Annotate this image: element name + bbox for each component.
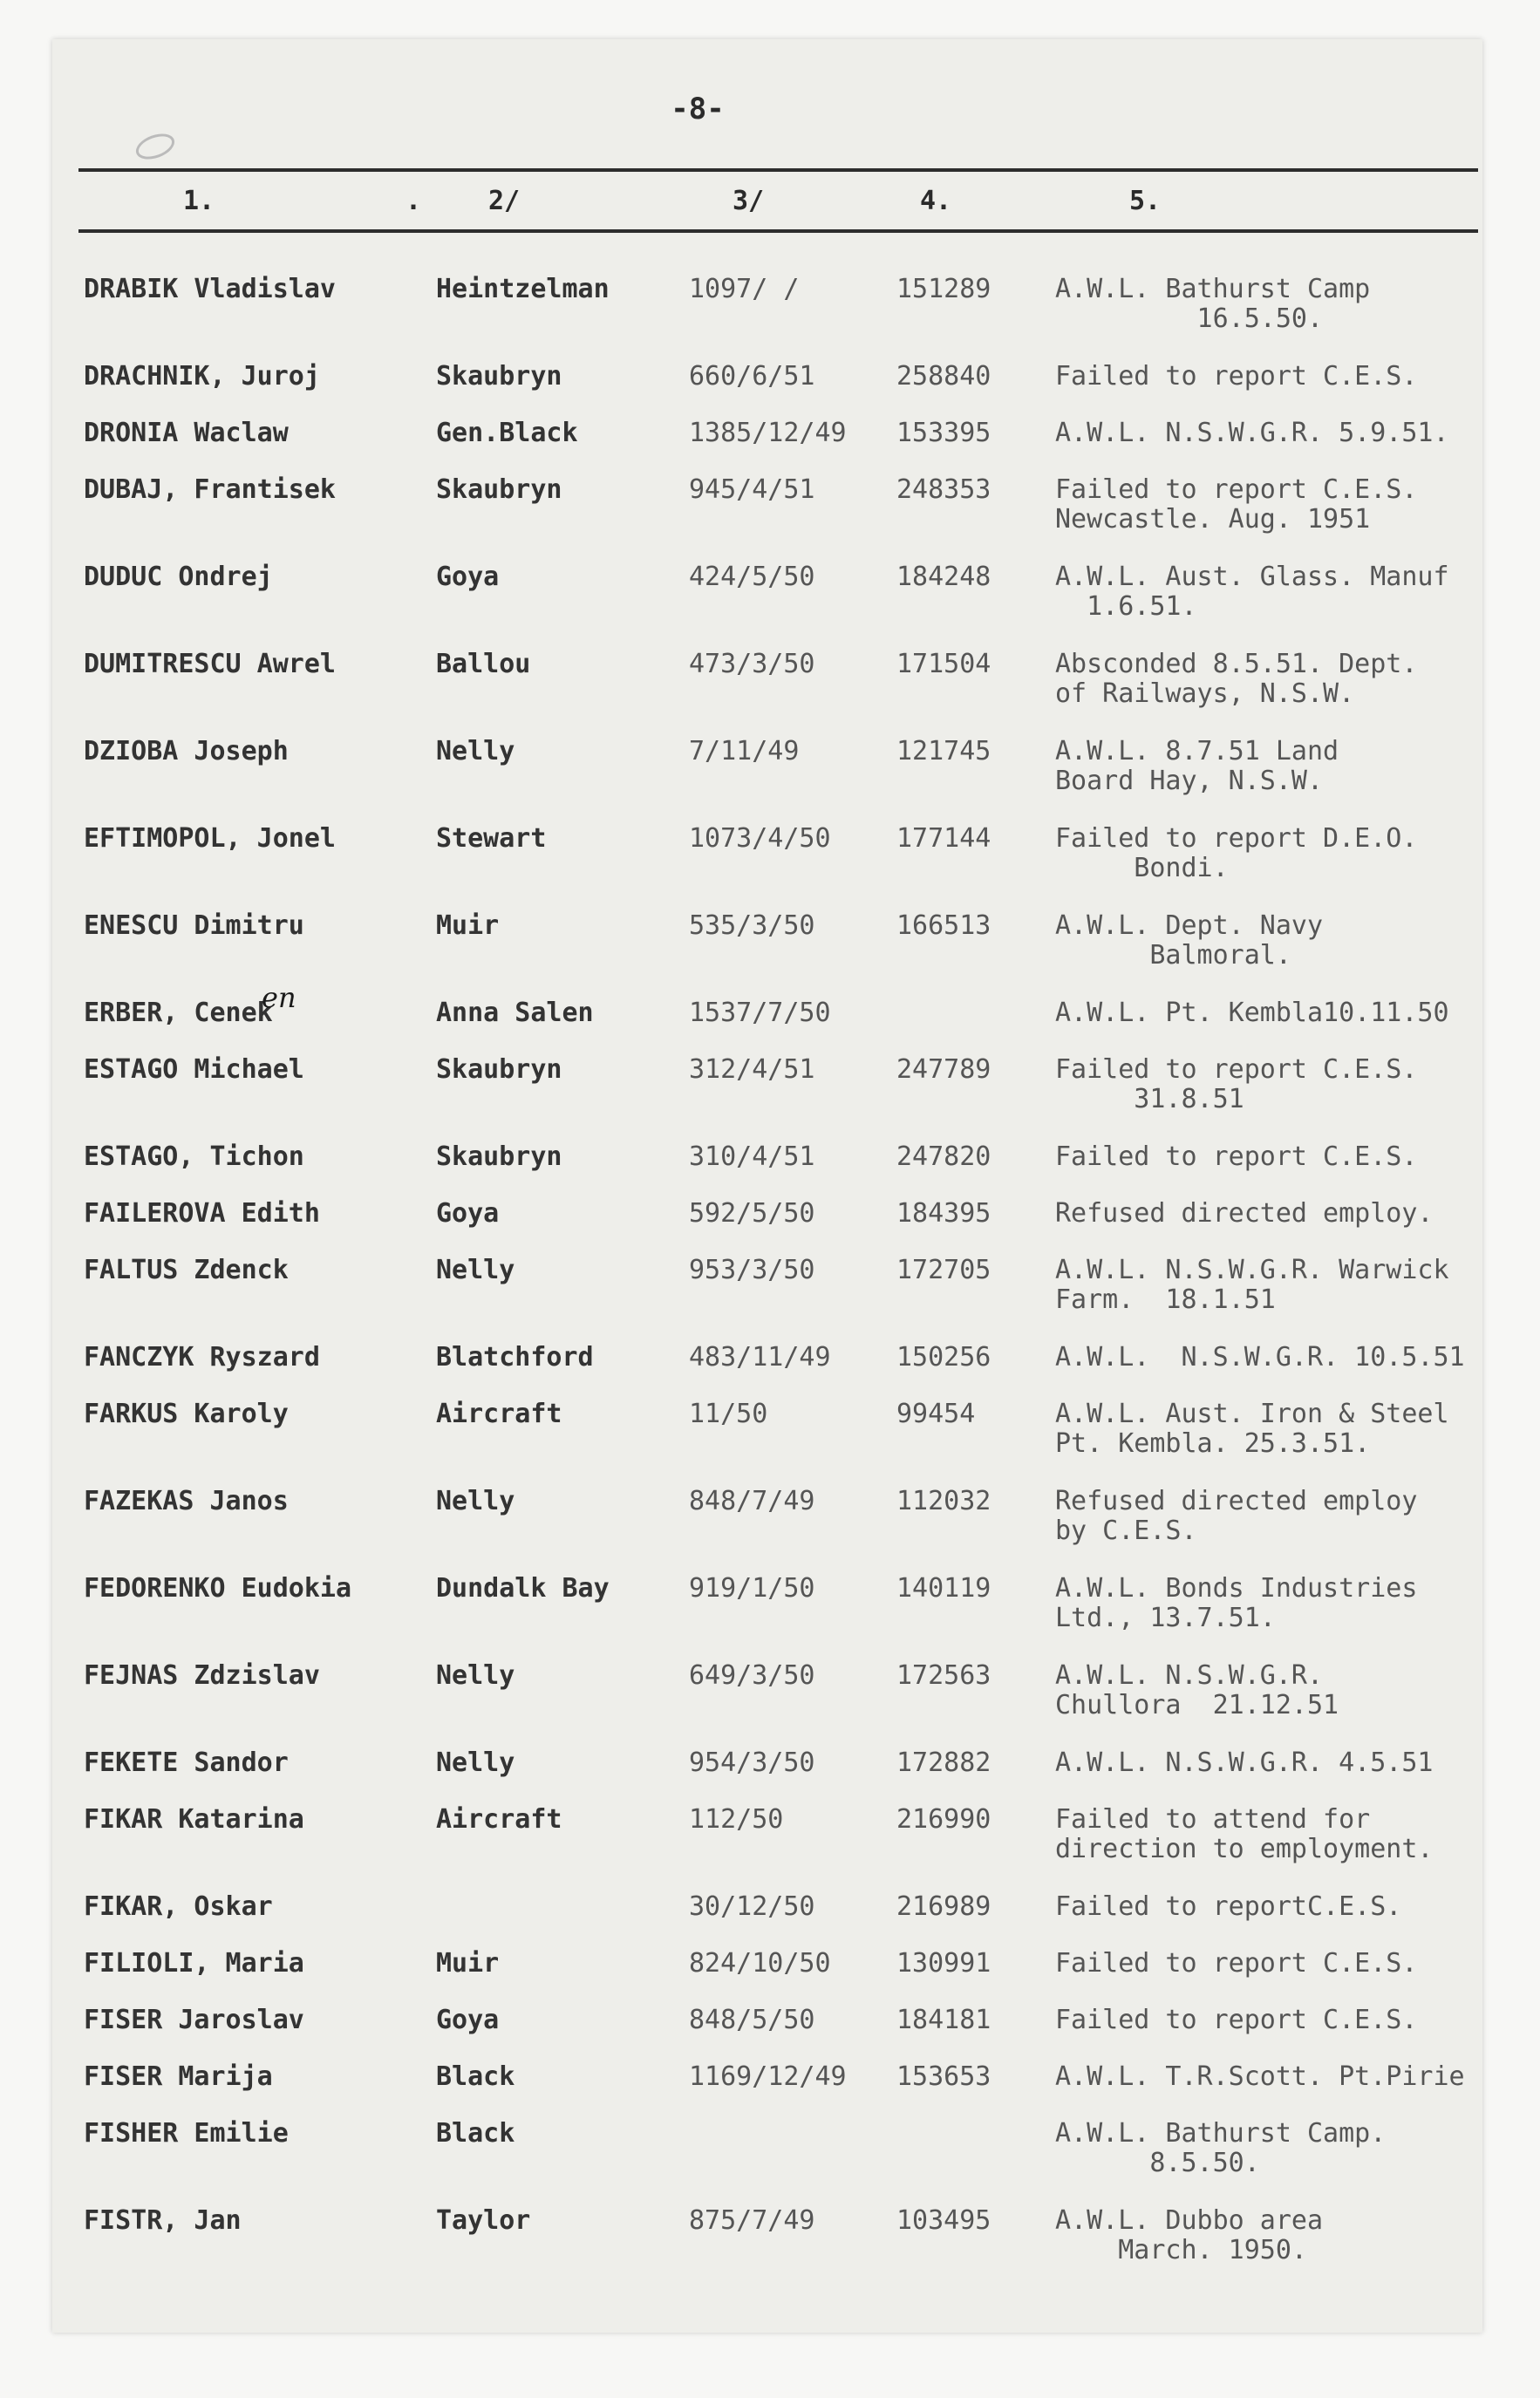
row-name: EFTIMOPOL, Jonel [84, 823, 336, 854]
row-remarks: Failed to report C.E.S. [1055, 1948, 1418, 1979]
row-ship: Nelly [436, 1660, 515, 1691]
row-name: DRACHNIK, Juroj [84, 361, 320, 392]
row-ship: Nelly [436, 1486, 515, 1516]
row-ship: Taylor [436, 2205, 531, 2236]
handwritten-correction: en [262, 981, 296, 1014]
row-number: 171504 [896, 649, 991, 679]
row-remarks: A.W.L. N.S.W.G.R. 5.9.51. [1055, 418, 1449, 448]
row-reference: 953/3/50 [689, 1255, 815, 1285]
row-remarks: A.W.L. Bathurst Camp 16.5.50. [1055, 274, 1371, 334]
document-page [52, 39, 1482, 2333]
row-number: 140119 [896, 1573, 991, 1604]
table-row [52, 2206, 1482, 2276]
row-name: ESTAGO, Tichon [84, 1141, 304, 1172]
row-reference: 424/5/50 [689, 562, 815, 592]
row-name: FIKAR Katarina [84, 1804, 304, 1835]
row-reference: 875/7/49 [689, 2205, 815, 2236]
row-ship: Dundalk Bay [436, 1573, 610, 1604]
row-name: DZIOBA Joseph [84, 736, 289, 766]
row-number: 130991 [896, 1948, 991, 1979]
row-ship: Skaubryn [436, 361, 562, 392]
row-name: FISER Jaroslav [84, 2005, 304, 2035]
col-header-3: 3/ [733, 186, 765, 216]
row-remarks: Failed to report D.E.O. Bondi. [1055, 823, 1418, 883]
row-name: FANCZYK Ryszard [84, 1342, 320, 1373]
row-reference: 592/5/50 [689, 1198, 815, 1229]
table-row [52, 1055, 1482, 1125]
col-header-2: 2/ [488, 186, 521, 216]
row-remarks: Failed to report C.E.S. [1055, 2005, 1418, 2035]
row-name: FEDORENKO Eudokia [84, 1573, 352, 1604]
row-name: FARKUS Karoly [84, 1399, 289, 1429]
row-remarks: A.W.L. Bonds Industries Ltd., 13.7.51. [1055, 1573, 1418, 1633]
row-reference: 310/4/51 [689, 1141, 815, 1172]
row-ship: Black [436, 2118, 515, 2149]
row-number: 153395 [896, 418, 991, 448]
row-reference: 535/3/50 [689, 910, 815, 941]
row-remarks: A.W.L. N.S.W.G.R. 4.5.51 [1055, 1747, 1434, 1778]
row-reference: 30/12/50 [689, 1891, 815, 1922]
row-number: 184181 [896, 2005, 991, 2035]
row-remarks: A.W.L. T.R.Scott. Pt.Pirie [1055, 2061, 1465, 2092]
table-row [52, 562, 1482, 632]
row-remarks: Failed to report C.E.S. [1055, 361, 1418, 392]
table-row [52, 1256, 1482, 1325]
row-remarks: Absconded 8.5.51. Dept. of Railways, N.S.W. [1055, 649, 1418, 709]
row-remarks: A.W.L. Pt. Kembla10.11.50 [1055, 998, 1449, 1028]
table-row [52, 1661, 1482, 1731]
col-header-1: 1. [183, 186, 215, 216]
row-remarks: A.W.L. N.S.W.G.R. 10.5.51 [1055, 1342, 1465, 1373]
row-ship: Black [436, 2061, 515, 2092]
row-ship: Aircraft [436, 1399, 562, 1429]
row-ship: Skaubryn [436, 1141, 562, 1172]
header-rule-top [78, 168, 1478, 172]
row-reference: 7/11/49 [689, 736, 800, 766]
row-ship: Skaubryn [436, 1054, 562, 1085]
col-header-5: 5. [1129, 186, 1162, 216]
row-reference: 312/4/51 [689, 1054, 815, 1085]
row-name: DUDUC Ondrej [84, 562, 273, 592]
row-number: 103495 [896, 2205, 991, 2236]
row-remarks: A.W.L. Dept. Navy Balmoral. [1055, 910, 1324, 971]
row-number: 247820 [896, 1141, 991, 1172]
row-name: DRABIK Vladislav [84, 274, 336, 304]
row-ship: Nelly [436, 1747, 515, 1778]
table-row [52, 1487, 1482, 1557]
row-remarks: Refused directed employ by C.E.S. [1055, 1486, 1418, 1546]
row-name: FISHER Emilie [84, 2118, 289, 2149]
row-number: 166513 [896, 910, 991, 941]
row-reference: 1385/12/49 [689, 418, 847, 448]
row-number: 172882 [896, 1747, 991, 1778]
row-name: DUBAJ, Frantisek [84, 474, 336, 505]
table-row [52, 2119, 1482, 2189]
table-row [52, 737, 1482, 807]
paperclip-mark-icon [133, 129, 178, 164]
row-remarks: A.W.L. Bathurst Camp. 8.5.50. [1055, 2118, 1387, 2178]
row-reference: 473/3/50 [689, 649, 815, 679]
row-number: 172705 [896, 1255, 991, 1285]
row-remarks: Failed to report C.E.S. Newcastle. Aug. 1951 [1055, 474, 1418, 535]
row-ship: Skaubryn [436, 474, 562, 505]
table-row [52, 824, 1482, 894]
table-row [52, 475, 1482, 545]
table-row [52, 1805, 1482, 1875]
header-rule-bottom [78, 229, 1478, 233]
row-name: ENESCU Dimitru [84, 910, 304, 941]
row-number: 177144 [896, 823, 991, 854]
row-ship: Goya [436, 2005, 500, 2035]
row-reference: 1537/7/50 [689, 998, 831, 1028]
row-remarks: A.W.L. Dubbo area March. 1950. [1055, 2205, 1324, 2265]
row-number: 216990 [896, 1804, 991, 1835]
row-reference: 1097/ / [689, 274, 800, 304]
row-number: 99454 [896, 1399, 976, 1429]
col-header-dot: . [405, 186, 422, 216]
row-remarks: A.W.L. 8.7.51 Land Board Hay, N.S.W. [1055, 736, 1339, 796]
row-number: 248353 [896, 474, 991, 505]
row-ship: Aircraft [436, 1804, 562, 1835]
row-number: 247789 [896, 1054, 991, 1085]
row-name: FAILEROVA Edith [84, 1198, 320, 1229]
row-number: 184248 [896, 562, 991, 592]
row-ship: Gen.Black [436, 418, 578, 448]
row-ship: Nelly [436, 736, 515, 766]
row-number: 153653 [896, 2061, 991, 2092]
row-reference: 954/3/50 [689, 1747, 815, 1778]
page-number: -8- [671, 92, 725, 126]
row-number: 258840 [896, 361, 991, 392]
row-name: FAZEKAS Janos [84, 1486, 289, 1516]
row-number: 216989 [896, 1891, 991, 1922]
row-reference: 660/6/51 [689, 361, 815, 392]
row-ship: Ballou [436, 649, 531, 679]
row-remarks: A.W.L. N.S.W.G.R. Warwick Farm. 18.1.51 [1055, 1255, 1449, 1315]
row-name: DUMITRESCU Awrel [84, 649, 336, 679]
table-row [52, 650, 1482, 719]
row-remarks: A.W.L. N.S.W.G.R. Chullora 21.12.51 [1055, 1660, 1339, 1720]
row-reference: 848/7/49 [689, 1486, 815, 1516]
row-reference: 824/10/50 [689, 1948, 831, 1979]
row-ship: Nelly [436, 1255, 515, 1285]
row-number: 184395 [896, 1198, 991, 1229]
table-row [52, 911, 1482, 981]
row-name: FEJNAS Zdzislav [84, 1660, 320, 1691]
row-ship: Blatchford [436, 1342, 594, 1373]
row-reference: 945/4/51 [689, 474, 815, 505]
row-reference: 483/11/49 [689, 1342, 831, 1373]
table-row [52, 1400, 1482, 1469]
row-ship: Muir [436, 910, 500, 941]
row-number: 151289 [896, 274, 991, 304]
table-row [52, 275, 1482, 344]
row-number: 121745 [896, 736, 991, 766]
row-remarks: Failed to report C.E.S. [1055, 1141, 1418, 1172]
row-number: 112032 [896, 1486, 991, 1516]
row-remarks: Failed to reportC.E.S. [1055, 1891, 1402, 1922]
row-remarks: Refused directed employ. [1055, 1198, 1434, 1229]
row-reference: 112/50 [689, 1804, 784, 1835]
row-reference: 649/3/50 [689, 1660, 815, 1691]
row-number: 150256 [896, 1342, 991, 1373]
row-name: FISER Marija [84, 2061, 273, 2092]
row-name: FEKETE Sandor [84, 1747, 289, 1778]
row-reference: 1073/4/50 [689, 823, 831, 854]
row-name: ERBER, Cenek [84, 998, 273, 1028]
row-name: FALTUS Zdenck [84, 1255, 289, 1285]
row-remarks: Failed to report C.E.S. 31.8.51 [1055, 1054, 1418, 1114]
row-reference: 1169/12/49 [689, 2061, 847, 2092]
row-name: DRONIA Waclaw [84, 418, 289, 448]
row-remarks: Failed to attend for direction to employment. [1055, 1804, 1434, 1864]
row-remarks: A.W.L. Aust. Iron & Steel Pt. Kembla. 25.3.51. [1055, 1399, 1449, 1459]
row-ship: Anna Salen [436, 998, 594, 1028]
row-ship: Heintzelman [436, 274, 610, 304]
row-reference: 848/5/50 [689, 2005, 815, 2035]
col-header-4: 4. [920, 186, 952, 216]
table-row [52, 1574, 1482, 1644]
row-number: 172563 [896, 1660, 991, 1691]
row-reference: 11/50 [689, 1399, 768, 1429]
row-ship: Muir [436, 1948, 500, 1979]
row-ship: Goya [436, 562, 500, 592]
row-reference: 919/1/50 [689, 1573, 815, 1604]
row-remarks: A.W.L. Aust. Glass. Manuf 1.6.51. [1055, 562, 1449, 622]
row-name: FISTR, Jan [84, 2205, 242, 2236]
row-name: ESTAGO Michael [84, 1054, 304, 1085]
row-ship: Goya [436, 1198, 500, 1229]
row-name: FILIOLI, Maria [84, 1948, 304, 1979]
row-name: FIKAR, Oskar [84, 1891, 273, 1922]
row-ship: Stewart [436, 823, 547, 854]
